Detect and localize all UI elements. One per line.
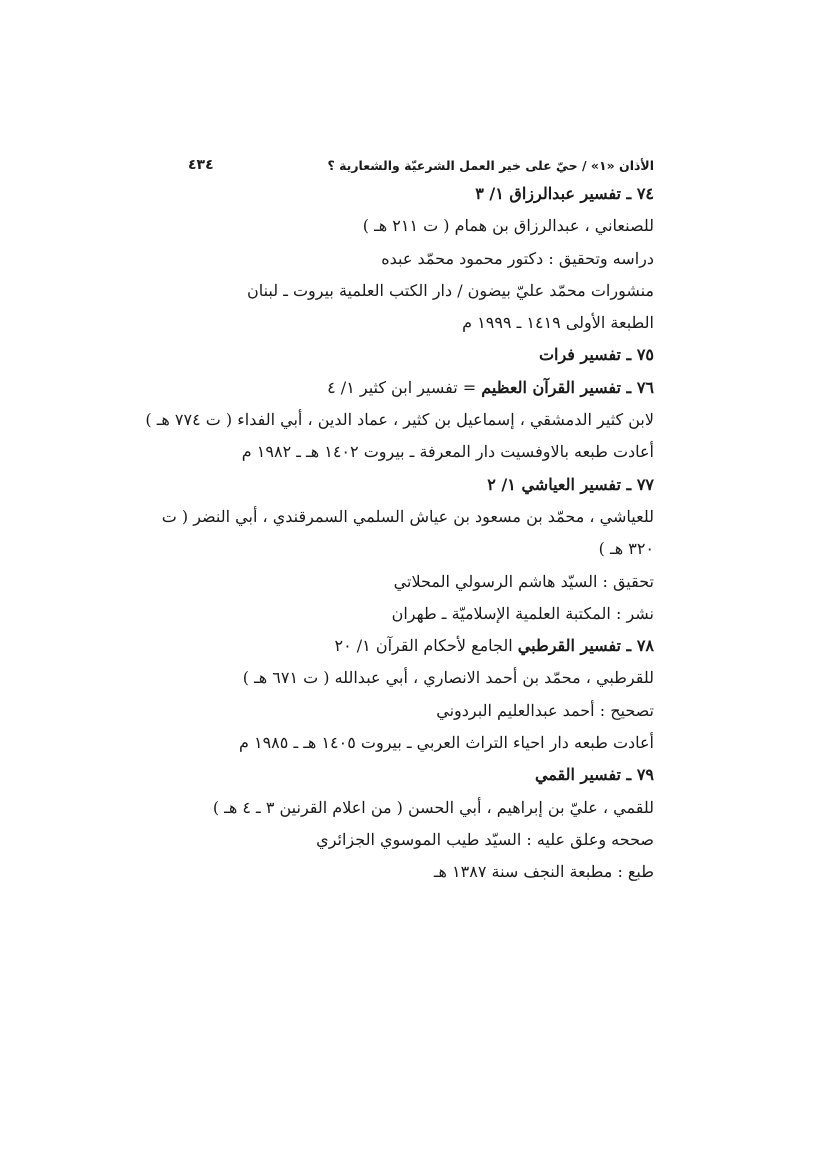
bibliography-line — [154, 501, 654, 533]
running-header — [188, 152, 654, 178]
entry-text: نشر : المكتبة العلمية الإسلاميّة ـ طهران — [391, 603, 654, 623]
entry-text: لابن كثير الدمشقي ، إسماعيل بن كثير ، عماد الدين ، أبي الفداء ( ت ٧٧٤ هـ ) — [145, 410, 654, 430]
entry-title: ٧٨ ـ تفسير القرطبي — [517, 636, 654, 656]
bibliography-line — [154, 566, 654, 598]
entry-text: ٣٢٠ هـ ) — [598, 539, 654, 559]
entry-text: تصحيح : أحمد عبدالعليم البردوني — [436, 700, 654, 720]
bibliography-line — [145, 404, 654, 436]
bibliography-line — [154, 436, 654, 468]
bibliography-line — [154, 339, 654, 371]
entry-title: ٧٧ ـ تفسير العياشي ١/ ٢ — [487, 474, 654, 494]
bibliography-line — [154, 307, 654, 339]
bibliography-line — [154, 856, 654, 888]
bibliography-line — [154, 792, 654, 824]
entry-text: أعادت طبعه دار احياء التراث العربي ـ بيروت ١٤٠٥ هـ ـ ١٩٨٥ م — [238, 733, 654, 753]
entry-text: للقمي ، عليّ بن إبراهيم ، أبي الحسن ( من اعلام القرنين ٣ ـ ٤ هـ ) — [212, 797, 654, 817]
entry-title: ٧٦ ـ تفسير القرآن العظيم — [481, 377, 654, 397]
bibliography-line — [154, 630, 654, 662]
entry-text: أعادت طبعه بالاوفسيت دار المعرفة ـ بيروت ١٤٠٢ هـ ـ ١٩٨٢ م — [241, 442, 654, 462]
entry-text: صححه وعلق عليه : السيّد طيب الموسوي الجزائري — [316, 829, 654, 849]
entry-title: ٧٩ ـ تفسير القمي — [534, 765, 654, 785]
entry-title: ٧٤ ـ تفسير عبدالرزاق ١/ ٣ — [475, 184, 654, 203]
bibliography-line — [154, 178, 654, 210]
entry-text: الجامع لأحكام القرآن ١/ ٢٠ — [334, 636, 518, 656]
bibliography-line — [154, 469, 654, 501]
entry-text: للصنعاني ، عبدالرزاق بن همام ( ت ٢١١ هـ ) — [362, 216, 654, 236]
bibliography-line — [154, 533, 654, 565]
page-number: ٤٣٤ — [188, 157, 214, 173]
bibliography-line — [154, 275, 654, 307]
entry-text: منشورات محمّد عليّ بيضون / دار الكتب العلمية بيروت ـ لبنان — [246, 280, 654, 300]
bibliography-list — [145, 178, 654, 889]
bibliography-line — [154, 824, 654, 856]
bibliography-line — [154, 210, 654, 242]
entry-text: الطبعة الأولى ١٤١٩ ـ ١٩٩٩ م — [462, 313, 654, 333]
entry-text: طبع : مطبعة النجف سنة ١٣٨٧ هـ — [433, 862, 654, 882]
bibliography-line — [154, 243, 654, 275]
bibliography-line — [154, 372, 654, 404]
bibliography-line — [154, 695, 654, 727]
bibliography-line — [154, 598, 654, 630]
entry-text: للعياشي ، محمّد بن مسعود بن عياش السلمي السمرقندي ، أبي النضر ( ت — [161, 506, 654, 526]
entry-text: للقرطبي ، محمّد بن أحمد الانصاري ، أبي عبدالله ( ت ٦٧١ هـ ) — [242, 668, 654, 688]
bibliography-line — [154, 662, 654, 694]
header-title: الأذان «١» / حيّ على خير العمل الشرعيّة والشعارية ؟ — [327, 157, 654, 173]
entry-text: تحقيق : السيّد هاشم الرسولي المحلاتي — [393, 571, 654, 591]
entry-text: دراسه وتحقيق : دكتور محمود محمّد عبده — [381, 248, 654, 268]
entry-text: = تفسير ابن كثير ١/ ٤ — [327, 377, 482, 397]
entry-title: ٧٥ ـ تفسير فرات — [538, 345, 654, 365]
bibliography-line — [154, 727, 654, 759]
bibliography-line — [154, 759, 654, 791]
